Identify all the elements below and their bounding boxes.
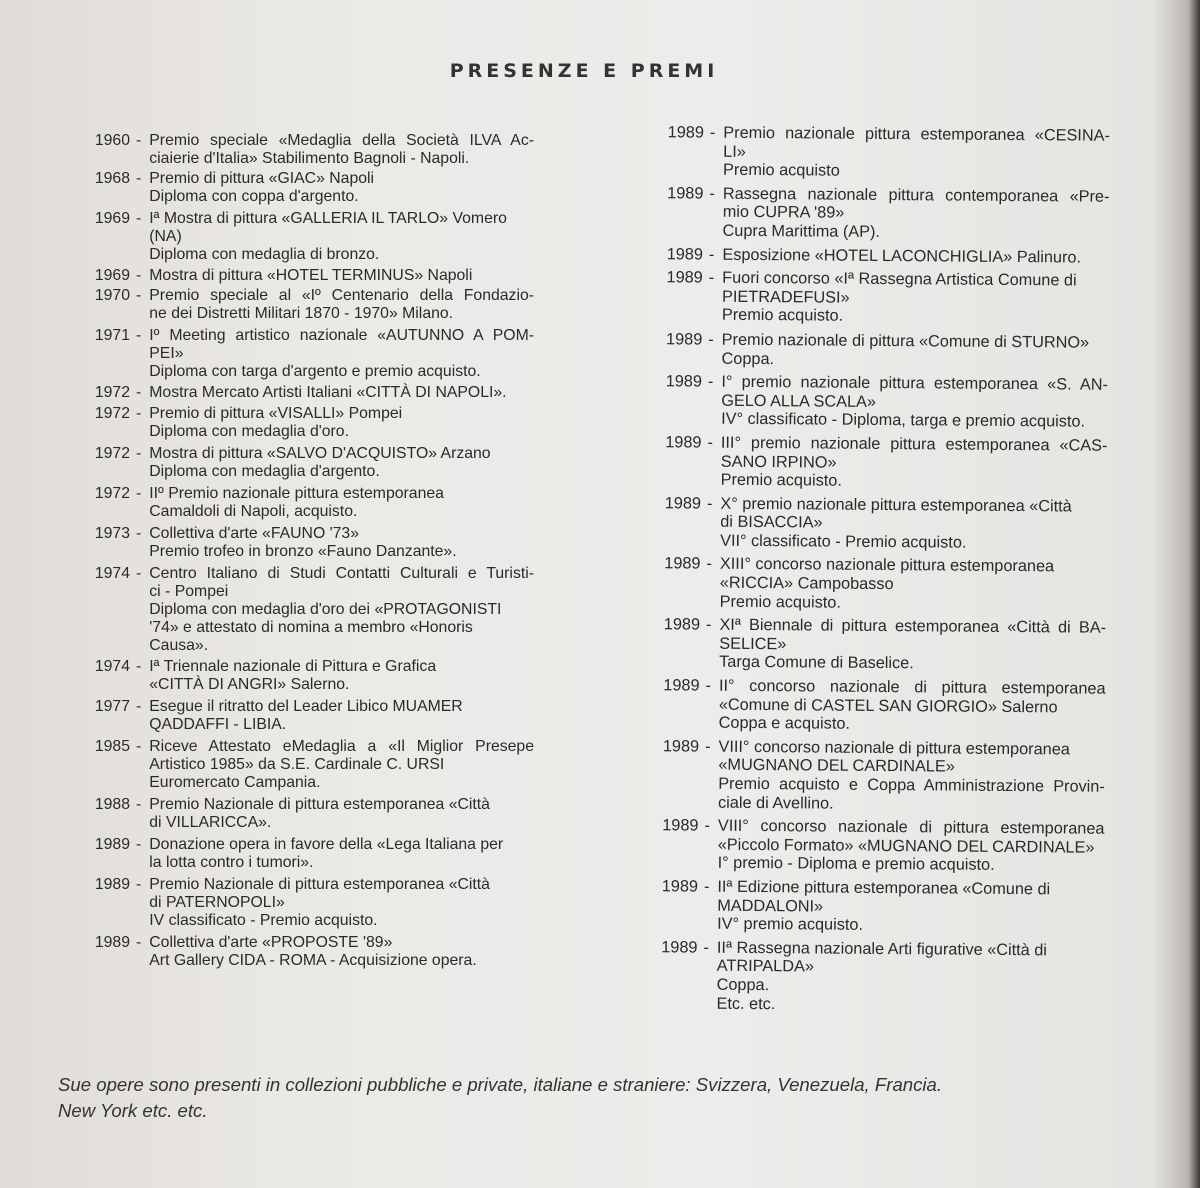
award-line: VIII° concorso nazionale di pittura estemporanea bbox=[718, 737, 1070, 759]
year-separator: - bbox=[136, 267, 142, 284]
award-year: 1960 bbox=[94, 132, 130, 149]
award-line: Mostra di pittura «HOTEL TERMINUS» Napoli bbox=[149, 267, 473, 284]
award-line: Esposizione «HOTEL LACONCHIGLIA» Palinuro. bbox=[722, 245, 1082, 267]
year-separator: - bbox=[136, 836, 142, 853]
award-year: 1989 bbox=[665, 372, 703, 391]
award-entry bbox=[58, 384, 534, 402]
year-separator: - bbox=[136, 658, 142, 675]
award-line: I° premio - Diploma e premio acquisto. bbox=[717, 854, 995, 875]
award-line: Camaldoli di Napoli, acquisto. bbox=[149, 503, 358, 520]
left-column bbox=[58, 132, 534, 970]
award-text bbox=[145, 132, 534, 168]
award-year: 1989 bbox=[666, 268, 703, 287]
award-line: Mostra Mercato Artisti Italiani «CITTÀ DI NAPOLI». bbox=[149, 384, 507, 401]
award-year: 1989 bbox=[94, 934, 130, 951]
award-line: SELICE» bbox=[719, 634, 787, 654]
award-text bbox=[714, 817, 1105, 876]
award-entry bbox=[58, 658, 534, 694]
award-text bbox=[145, 698, 534, 734]
award-entry bbox=[628, 372, 1108, 432]
year-separator: - bbox=[136, 405, 142, 422]
award-entry bbox=[58, 738, 534, 792]
award-line: Cupra Marittima (AP). bbox=[722, 221, 881, 241]
award-text bbox=[145, 267, 534, 285]
award-line: ATRIPALDA» bbox=[716, 957, 814, 976]
award-year: 1989 bbox=[665, 330, 703, 349]
year-separator: - bbox=[136, 796, 142, 813]
award-text bbox=[145, 327, 534, 381]
year-separator: - bbox=[136, 738, 142, 755]
award-text bbox=[716, 494, 1107, 553]
year-separator: - bbox=[708, 245, 715, 264]
award-year: 1989 bbox=[667, 184, 704, 203]
award-text bbox=[718, 269, 1109, 328]
award-entry bbox=[58, 934, 534, 970]
award-line: VIII° concorso nazionale di pittura estemporanea bbox=[717, 816, 1105, 838]
award-text bbox=[717, 434, 1108, 493]
award-text bbox=[145, 384, 534, 402]
award-line: IV° premio acquisto. bbox=[717, 914, 864, 935]
award-text bbox=[715, 677, 1106, 736]
award-year: 1971 bbox=[94, 327, 130, 344]
award-entry bbox=[58, 327, 534, 381]
award-text bbox=[719, 184, 1110, 243]
year-separator: - bbox=[708, 330, 714, 349]
award-entry bbox=[58, 565, 534, 655]
award-line: «CITTÀ DI ANGRI» Salerno. bbox=[149, 676, 350, 693]
year-separator: - bbox=[136, 327, 142, 344]
award-text bbox=[714, 737, 1105, 814]
award-line: VII° classificato - Premio acquisto. bbox=[720, 531, 967, 552]
award-line: Premio acquisto. bbox=[719, 592, 842, 612]
award-entry bbox=[625, 737, 1106, 815]
year-separator: - bbox=[709, 123, 716, 142]
award-text bbox=[717, 373, 1108, 432]
award-year: 1977 bbox=[94, 698, 130, 715]
award-line: Collettiva d'arte «PROPOSTE '89» bbox=[149, 934, 393, 951]
award-text bbox=[712, 938, 1103, 1015]
award-entry bbox=[623, 938, 1104, 1016]
award-year: 1988 bbox=[94, 796, 130, 813]
award-line: LI» bbox=[723, 142, 746, 161]
award-line: PIETRADEFUSI» bbox=[721, 287, 850, 307]
award-entry bbox=[627, 494, 1107, 554]
award-line: «RICCIA» Campobasso bbox=[719, 573, 894, 594]
award-line: I° premio nazionale pittura estemporanea «S. AN- bbox=[721, 372, 1109, 394]
award-line: Premio speciale «Medaglia della Società ILVA Ac- bbox=[149, 132, 534, 149]
award-line: (NA) bbox=[149, 228, 182, 245]
award-text bbox=[718, 245, 1109, 267]
award-line: XIII° concorso nazionale pittura estemporanea bbox=[719, 555, 1055, 576]
award-entry bbox=[625, 676, 1105, 736]
award-line: ciale di Avellino. bbox=[718, 793, 834, 813]
award-entry bbox=[626, 554, 1106, 614]
award-line: Premio trofeo in bronzo «Fauno Danzante». bbox=[149, 543, 457, 560]
award-line: Coppa. bbox=[716, 975, 770, 995]
award-text bbox=[145, 565, 534, 655]
award-line: Diploma con medaglia di bronzo. bbox=[149, 246, 380, 263]
year-separator: - bbox=[136, 132, 142, 149]
award-entry bbox=[58, 210, 534, 264]
year-separator: - bbox=[136, 565, 142, 582]
award-entry bbox=[58, 525, 534, 561]
award-line: Coppa e acquisto. bbox=[718, 713, 851, 733]
award-entry bbox=[626, 615, 1106, 675]
year-separator: - bbox=[706, 555, 713, 574]
award-entry bbox=[630, 123, 1110, 183]
award-year: 1972 bbox=[94, 384, 130, 401]
award-line: ciaierie d'Italia» Stabilimento Bagnoli - Napoli. bbox=[149, 150, 470, 167]
award-text bbox=[145, 405, 534, 441]
year-separator: - bbox=[136, 170, 142, 187]
year-separator: - bbox=[136, 934, 142, 951]
award-year: 1989 bbox=[667, 123, 704, 142]
award-line: di PATERNOPOLI» bbox=[149, 894, 285, 911]
award-year: 1970 bbox=[94, 287, 130, 304]
year-separator: - bbox=[136, 485, 142, 502]
award-line: Riceve Attestato eMedaglia a «Il Miglior Presepe bbox=[149, 738, 534, 755]
award-line: Causa». bbox=[149, 637, 209, 654]
award-line: «Piccolo Formato» «MUGNANO DEL CARDINALE» bbox=[717, 835, 1095, 857]
award-text bbox=[719, 124, 1110, 183]
award-year: 1974 bbox=[94, 658, 130, 675]
year-separator: - bbox=[705, 676, 712, 695]
year-separator: - bbox=[136, 698, 142, 715]
year-separator: - bbox=[136, 445, 142, 462]
award-entry bbox=[58, 836, 534, 872]
award-year: 1985 bbox=[94, 738, 130, 755]
award-line: Premio nazionale di pittura «Comune di STURNO» bbox=[721, 330, 1090, 352]
award-line: III° premio nazionale pittura estemporanea «CAS- bbox=[720, 433, 1108, 455]
award-entry bbox=[58, 267, 534, 285]
award-year: 1969 bbox=[94, 267, 130, 284]
award-line: Rassegna nazionale pittura contemporanea «Pre- bbox=[722, 184, 1110, 206]
award-text bbox=[145, 836, 534, 872]
award-text bbox=[145, 445, 534, 481]
award-text bbox=[145, 170, 534, 206]
award-line: QADDAFFI - LIBIA. bbox=[149, 716, 287, 733]
award-line: Collettiva d'arte «FAUNO '73» bbox=[149, 525, 359, 542]
award-year: 1972 bbox=[94, 485, 130, 502]
year-separator: - bbox=[705, 615, 712, 634]
footer-note bbox=[58, 1072, 1118, 1124]
award-line: '74» e attestato di nomina a membro «Honoris bbox=[149, 619, 473, 636]
award-line: Artistico 1985» da S.E. Cardinale C. URSI bbox=[149, 756, 445, 773]
award-year: 1973 bbox=[94, 525, 130, 542]
award-line: Iª Triennale nazionale di Pittura e Grafica bbox=[149, 658, 437, 675]
award-line: «Comune di CASTEL SAN GIORGIO» Salerno bbox=[718, 695, 1058, 717]
award-line: Iª Mostra di pittura «GALLERIA IL TARLO» Vomero bbox=[149, 210, 507, 227]
award-entry bbox=[628, 330, 1108, 371]
award-text bbox=[145, 287, 534, 323]
award-entry bbox=[58, 445, 534, 481]
award-entry bbox=[58, 876, 534, 930]
award-line: Diploma con coppa d'argento. bbox=[149, 188, 359, 205]
award-line: Donazione opera in favore della «Lega Italiana per bbox=[149, 836, 504, 853]
award-line: la lotta contro i tumori». bbox=[149, 854, 314, 871]
award-entry bbox=[628, 268, 1108, 328]
award-line: Premio nazionale pittura estemporanea «CESINA- bbox=[723, 123, 1110, 145]
award-text bbox=[145, 525, 534, 561]
award-line: Iº Meeting artistico nazionale «AUTUNNO A POM- bbox=[149, 327, 534, 344]
year-separator: - bbox=[703, 938, 710, 957]
award-text bbox=[145, 658, 534, 694]
award-line: Esegue il ritratto del Leader Libico MUAMER bbox=[149, 698, 463, 715]
award-text bbox=[145, 796, 534, 832]
year-separator: - bbox=[708, 268, 715, 287]
award-line: GELO ALLA SCALA» bbox=[721, 391, 877, 411]
award-entry bbox=[629, 245, 1109, 267]
award-text bbox=[145, 934, 534, 970]
page-title: PRESENZE E PREMI bbox=[449, 60, 719, 82]
award-year: 1989 bbox=[94, 836, 130, 853]
award-year: 1989 bbox=[666, 244, 704, 264]
award-year: 1989 bbox=[663, 676, 700, 695]
award-line: Fuori concorso «Iª Rassegna Artistica Comune di bbox=[722, 268, 1077, 290]
award-line: di BISACCIA» bbox=[720, 513, 823, 532]
award-line: di VILLARICCA». bbox=[149, 814, 272, 831]
award-year: 1989 bbox=[663, 615, 701, 634]
footer-line-2: New York etc. etc. bbox=[58, 1100, 208, 1121]
year-separator: - bbox=[707, 433, 713, 452]
award-line: Diploma con medaglia d'oro. bbox=[149, 423, 349, 440]
year-separator: - bbox=[706, 494, 713, 513]
award-year: 1989 bbox=[665, 433, 702, 452]
award-entry bbox=[58, 170, 534, 206]
award-line: mio CUPRA '89» bbox=[722, 203, 845, 223]
award-line: Premio acquisto. bbox=[721, 306, 844, 326]
year-separator: - bbox=[136, 876, 142, 893]
award-line: IIº Premio nazionale pittura estemporanea bbox=[149, 485, 444, 502]
right-column bbox=[623, 123, 1110, 1016]
award-line: Diploma con medaglia d'argento. bbox=[149, 463, 380, 480]
award-line: Premio acquisto. bbox=[720, 470, 842, 490]
award-entry bbox=[624, 877, 1104, 937]
award-line: Mostra di pittura «SALVO D'ACQUISTO» Arzano bbox=[149, 445, 491, 462]
award-text bbox=[145, 210, 534, 264]
award-line: II° concorso nazionale di pittura estemporanea bbox=[718, 676, 1106, 698]
award-line: IV° classificato - Diploma, targa e premio acquisto. bbox=[721, 410, 1086, 431]
award-year: 1989 bbox=[94, 876, 130, 893]
award-line: ci - Pompei bbox=[149, 583, 229, 600]
award-text bbox=[715, 616, 1106, 675]
award-text bbox=[145, 738, 534, 792]
award-line: Premio acquisto e Coppa Amministrazione Provin- bbox=[718, 774, 1105, 796]
award-text bbox=[145, 485, 534, 521]
award-line: PEI» bbox=[149, 345, 184, 362]
award-year: 1969 bbox=[94, 210, 130, 227]
award-line: Coppa. bbox=[721, 349, 775, 368]
award-line: SANO IRPINO» bbox=[720, 452, 837, 472]
year-separator: - bbox=[703, 877, 710, 896]
year-separator: - bbox=[136, 287, 142, 304]
award-entry bbox=[624, 816, 1104, 876]
award-text bbox=[718, 331, 1109, 371]
award-entry bbox=[58, 796, 534, 832]
award-line: Diploma con medaglia d'oro dei «PROTAGONISTI bbox=[149, 601, 502, 618]
award-line: Centro Italiano di Studi Contatti Culturali e Turisti- bbox=[149, 565, 534, 582]
award-year: 1972 bbox=[94, 445, 130, 462]
award-entry bbox=[629, 184, 1109, 244]
award-line: Etc. etc. bbox=[716, 994, 776, 1013]
award-text bbox=[145, 876, 534, 930]
year-separator: - bbox=[136, 384, 142, 401]
award-line: «MUGNANO DEL CARDINALE» bbox=[718, 756, 955, 776]
award-line: Diploma con targa d'argento e premio acquisto. bbox=[149, 363, 481, 380]
award-line: MADDALONI» bbox=[717, 896, 824, 916]
year-separator: - bbox=[707, 372, 714, 391]
year-separator: - bbox=[704, 816, 710, 835]
award-entry bbox=[58, 405, 534, 441]
award-year: 1989 bbox=[664, 554, 701, 574]
award-line: XIª Biennale di pittura estemporanea «Città di BA- bbox=[719, 615, 1107, 638]
year-separator: - bbox=[136, 525, 142, 542]
award-line: Premio acquisto bbox=[722, 160, 840, 180]
award-year: 1989 bbox=[664, 493, 702, 513]
award-text bbox=[716, 555, 1107, 614]
award-line: Premio Nazionale di pittura estemporanea «Città bbox=[149, 876, 490, 893]
award-entry bbox=[58, 132, 534, 168]
award-line: IIª Edizione pittura estemporanea «Comune di bbox=[717, 877, 1051, 899]
award-line: Premio di pittura «GIAC» Napoli bbox=[149, 170, 375, 187]
award-line: Premio Nazionale di pittura estemporanea «Città bbox=[149, 796, 490, 813]
award-entry bbox=[627, 433, 1107, 493]
award-year: 1974 bbox=[94, 565, 130, 582]
award-line: X° premio nazionale pittura estemporanea «Città bbox=[720, 494, 1072, 516]
year-separator: - bbox=[705, 737, 711, 756]
award-line: Euromercato Campania. bbox=[149, 774, 321, 791]
award-year: 1989 bbox=[661, 877, 699, 896]
award-entry bbox=[58, 287, 534, 323]
award-line: Art Gallery CIDA - ROMA - Acquisizione opera. bbox=[149, 952, 477, 969]
award-year: 1968 bbox=[94, 170, 130, 187]
award-year: 1989 bbox=[662, 816, 699, 835]
award-line: IV classificato - Premio acquisto. bbox=[149, 912, 378, 929]
award-year: 1989 bbox=[662, 737, 700, 756]
award-year: 1972 bbox=[94, 405, 130, 422]
award-line: Premio di pittura «VISALLI» Pompei bbox=[149, 405, 403, 422]
award-text bbox=[713, 878, 1104, 937]
award-entry bbox=[58, 485, 534, 521]
award-line: Premio speciale al «Iº Centenario della Fondazio- bbox=[149, 287, 534, 304]
award-line: ne dei Distretti Militari 1870 - 1970» Milano. bbox=[149, 305, 454, 322]
award-line: Targa Comune di Baselice. bbox=[719, 653, 914, 673]
year-separator: - bbox=[709, 184, 715, 203]
footer-line-1: Sue opere sono presenti in collezioni pubbliche e private, italiane e straniere: Svizzera, Venezuela, Francia. bbox=[58, 1074, 943, 1095]
award-entry bbox=[58, 698, 534, 734]
award-line: IIª Rassegna nazionale Arti figurative «Città di bbox=[716, 938, 1048, 960]
year-separator: - bbox=[136, 210, 142, 227]
award-year: 1989 bbox=[661, 938, 698, 957]
